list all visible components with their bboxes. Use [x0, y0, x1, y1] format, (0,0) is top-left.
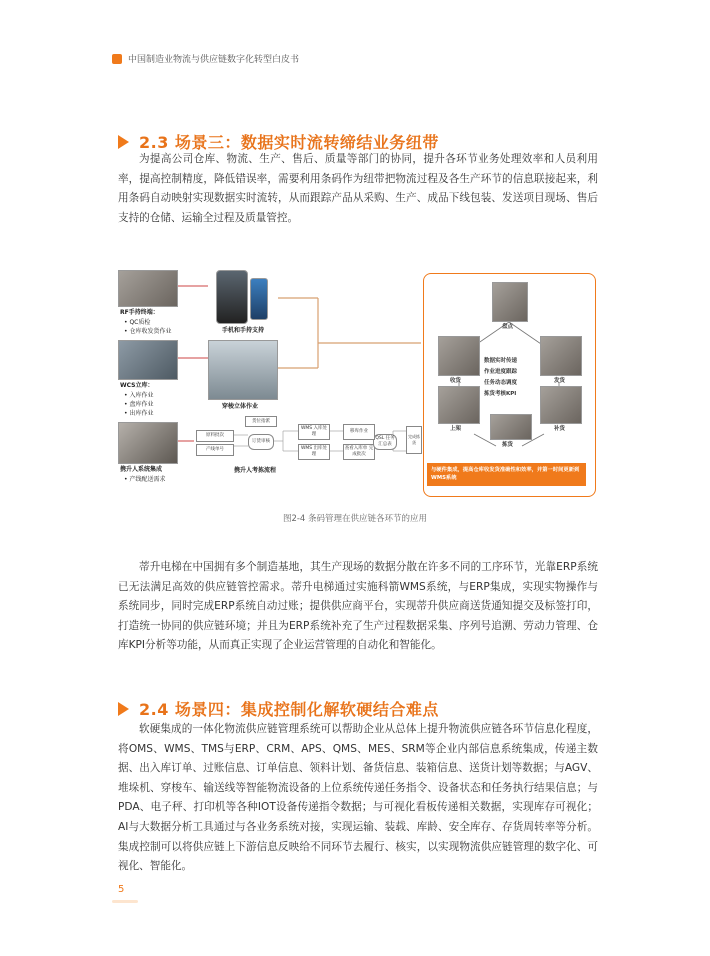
erp-label: 携升人系统集成 — [120, 466, 163, 473]
flow-box: 移库作业 — [343, 424, 375, 440]
triangle-bullet-icon — [118, 135, 129, 149]
wcs-item: • 出库作业 — [124, 410, 154, 417]
asrs-photo — [208, 340, 278, 400]
section-2-3-paragraph: 为提高公司仓库、物流、生产、售后、质量等部门的协同，提升各环节业务处理效率和人员利用率，提高控制精度，降低错误率，需要利用条码作为纽带把物流过程及各生产环节的信息联接起来，利用条码自动映射实现数据实时流转，从而跟踪产品从采购、生产、成品下线包装、发送项目现场、售后支持的仓储、运输全过程及质量管控。 — [118, 153, 598, 224]
panel-node: 补货 — [554, 426, 566, 432]
wcs-label: WCS立库： — [120, 382, 154, 389]
panel-center-line: 作业进度跟踪 — [484, 369, 518, 375]
page-number: 5 — [118, 884, 125, 895]
panel-photo-putaway — [438, 386, 480, 424]
erp-item: • 产线配送需求 — [124, 476, 166, 483]
flow-box: QSL 任务汇总表 — [373, 434, 397, 450]
header-square-icon — [112, 54, 122, 64]
flow-box: WMS 入库处理 — [298, 424, 330, 440]
rf-label: RF手持终端： — [120, 309, 159, 316]
handheld-device-photo — [216, 270, 248, 324]
section-title-text: 2.4 场景四：集成控制化解软硬结合难点 — [139, 700, 439, 719]
flow-caption: 携升人考拣流程 — [234, 467, 277, 474]
panel-center-line: 数据实时传递 — [484, 358, 518, 364]
flow-box: 货位指派 — [245, 416, 277, 427]
handheld-caption: 手机和手持支持 — [222, 327, 265, 334]
figure-caption: 图2-4 条码管理在供应链各环节的应用 — [282, 514, 428, 524]
section-2-4-paragraph: 软硬集成的一体化物流供应链管理系统可以帮助企业从总体上提升物流供应链各环节信息化程度，将OMS、WMS、TMS与ERP、CRM、APS、QMS、MES、SRM等企业内部信息系统集成，传递主数据、出入库订单、过账信息、订单信息、领料计划、备货信息、装箱信息、送货计划等数据；与AGV、堆垛机、穿梭车、输送线等智能物流设备的上位系统传递任务指令、设备状态和任务执行结果信息；与PDA、电子秤、打印机等各种IOT设备传递指令数据；与可视化看板传递相关数据，实现库存可视化；AI与大数据分析工具通过与各业务系统对接，实现运输、装载、库龄、安全库存、存货周转率等分析。集成控制可以将供应链上下游信息反映给不同环节去履行、核实，以实现物流供应链管理的数字化、可视化、智能化。 — [118, 723, 598, 873]
flow-box-decision: 订货审核 — [248, 434, 274, 450]
section-title-text: 2.3 场景三：数据实时流转缔结业务纽带 — [139, 133, 439, 152]
panel-photo-replenish — [540, 386, 582, 424]
page-number-underline — [112, 900, 138, 903]
smartphone-photo — [250, 278, 268, 320]
panel-photo-pick — [490, 414, 532, 440]
flow-box: 产线单号 — [196, 444, 234, 456]
panel-photo-ship — [540, 336, 582, 376]
panel-photo-receive — [438, 336, 480, 376]
barcode-figure — [118, 268, 598, 500]
flow-box: 查看入库单 完成批次 — [343, 444, 375, 460]
flow-box: 原料批次 — [196, 430, 234, 442]
panel-center-line: 拣货考核KPI — [484, 391, 517, 397]
panel-photo-stocktake — [492, 282, 528, 322]
panel-node: 发货 — [554, 378, 566, 384]
running-header — [112, 52, 299, 65]
wcs-item: • 盘库作业 — [124, 401, 154, 408]
panel-note: 与硬件集成，提高仓库收发货准确性和效率，并第一时间更新到WMS系统 — [427, 463, 586, 486]
panel-node: 盘点 — [502, 324, 514, 330]
header-title: 中国制造业物流与供应链数字化转型白皮书 — [128, 55, 300, 65]
rf-item: • 仓库收发货作业 — [124, 328, 172, 335]
rf-item: • QC质检 — [124, 319, 151, 326]
triangle-bullet-icon — [118, 702, 129, 716]
panel-node: 拣货 — [502, 442, 514, 448]
asrs-caption: 穿梭立体作业 — [222, 403, 259, 410]
flow-box: WMS 出库处理 — [298, 444, 330, 460]
flow-box: 完成拣货 — [406, 426, 422, 454]
wcs-item: • 入库作业 — [124, 392, 154, 399]
panel-center-line: 任务动态调度 — [484, 380, 518, 386]
section-title-2-4 — [118, 697, 439, 720]
panel-node: 收货 — [450, 378, 462, 384]
case-paragraph: 蒂升电梯在中国拥有多个制造基地，其生产现场的数据分散在许多不同的工序环节，光靠ERP系统已无法满足高效的供应链管控需求。蒂升电梯通过实施科箭WMS系统，与ERP集成，实现实物操作与系统同步，同时完成ERP系统自动过账；提供供应商平台，实现蒂升供应商送货通知提交及标签打印，打造统一协同的供应链环境；并且为ERP系统补充了生产过程数据采集、序列号追溯、劳动力管理、仓库KPI分析等功能，从而真正实现了企业运营管理的自动化和智能化。 — [118, 561, 598, 652]
panel-node: 上架 — [450, 426, 462, 432]
